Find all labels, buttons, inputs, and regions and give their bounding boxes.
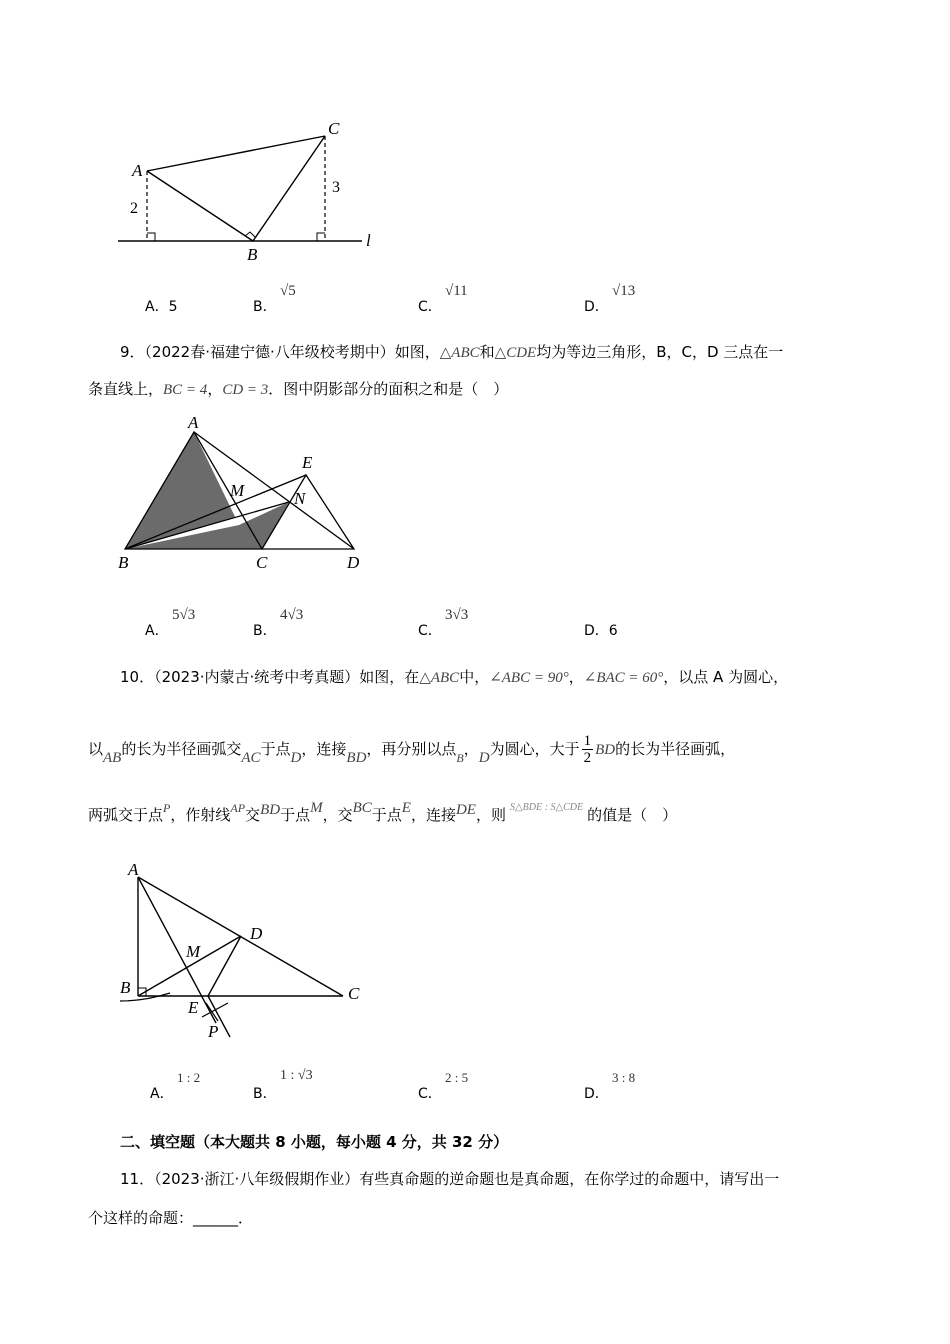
q10-option-d[interactable]	[584, 1083, 609, 1103]
q9-option-b-letter: B．	[253, 623, 277, 639]
q9-option-d[interactable]	[584, 620, 618, 640]
q9-option-d-letter: D．	[584, 623, 609, 639]
q10-l3-h: ，则	[475, 806, 506, 824]
q10-tri: △ABC	[419, 670, 460, 686]
section2-heading: 二、填空题（本大题共 8 小题，每小题 4 分，共 32 分）	[120, 1133, 509, 1151]
q8-option-c-letter: C．	[418, 299, 442, 315]
q9-label-d: D	[347, 553, 360, 572]
q8-option-a-value: 5	[168, 299, 178, 315]
q9-number: 9．	[120, 343, 145, 361]
q9-option-a[interactable]	[145, 620, 169, 640]
q10-line-2	[88, 733, 735, 766]
q10-ang1: ∠ABC = 90°	[489, 670, 569, 686]
q10-l2-d: ，连接	[301, 740, 347, 758]
q10-bd3: BD	[260, 802, 281, 818]
q10-e: E	[401, 800, 411, 816]
q8-label-3: 3	[332, 179, 340, 196]
q9-option-b-value: 4√3	[280, 607, 304, 623]
q8-option-b[interactable]	[253, 296, 277, 316]
q10-option-b-value: 1 : √3	[280, 1068, 313, 1083]
q9-source: （2022春·福建宁德·八年级校考期中）如图，	[144, 343, 440, 361]
q10-de: DE	[455, 802, 476, 818]
q11-text1: （2023·浙江·八年级假期作业）有些真命题的逆命题也是真命题，在你学过的命题中，请写出一	[154, 1170, 780, 1188]
q9-tri2: △CDE	[494, 345, 537, 361]
q11-line-2	[88, 1207, 253, 1229]
q8-segment-ab	[147, 171, 253, 241]
q8-right-angle-a	[147, 233, 155, 241]
q10-l3-e: ，交	[322, 806, 353, 824]
q10-label-c: C	[348, 984, 360, 1003]
q8-option-d[interactable]	[584, 296, 609, 316]
q10-zhong: 中，	[459, 668, 490, 686]
q10-bd1: BD	[346, 750, 367, 766]
q10-l3-d: 于点	[280, 806, 311, 824]
q10-l2-g: 为圆心，大于	[489, 740, 580, 758]
q9-option-d-value: 6	[608, 623, 618, 639]
q10-option-a[interactable]	[150, 1083, 174, 1103]
q8-option-d-letter: D．	[584, 299, 609, 315]
q9-tri1: △ABC	[439, 345, 480, 361]
q10-figure	[110, 855, 380, 1045]
q10-l3-i: 的值是（ ）	[587, 806, 678, 824]
q10-ac: AC	[241, 750, 261, 766]
q8-label-a: A	[132, 161, 143, 180]
q10-half	[582, 733, 594, 766]
q10-half-num: 1	[583, 733, 592, 749]
q11-text2: 个这样的命题：	[88, 1209, 194, 1227]
q8-segment-ac	[147, 136, 325, 171]
q10-m: M	[310, 800, 323, 816]
q10-option-a-letter: A．	[150, 1086, 174, 1102]
q8-right-angle-c	[317, 233, 325, 241]
q9-text1: 均为等边三角形，B，C，D 三点在一	[536, 343, 784, 361]
q10-option-c-letter: C．	[418, 1086, 442, 1102]
q9-figure	[110, 410, 380, 580]
q9-label-c: C	[256, 553, 268, 572]
q10-text1: ，以点 A 为圆心，	[663, 668, 789, 686]
q8-option-a[interactable]	[145, 296, 178, 316]
q10-option-b[interactable]	[253, 1083, 277, 1103]
q10-ang2: ∠BAC = 60°	[583, 670, 664, 686]
q10-label-b: B	[120, 978, 131, 997]
q11-blank[interactable]: ______	[193, 1209, 239, 1227]
q10-l3-b: ，作射线	[170, 806, 231, 824]
q10-line-3	[88, 800, 678, 829]
q8-option-a-letter: A．	[145, 299, 169, 315]
q10-l3-a: 两弧交于点	[88, 806, 164, 824]
q9-label-b: B	[118, 553, 129, 572]
q10-label-d: D	[250, 924, 263, 943]
q10-source: （2023·内蒙古·统考中考真题）如图，在	[154, 668, 420, 686]
q9-option-c-letter: C．	[418, 623, 442, 639]
q10-l2-f: ，	[463, 740, 479, 758]
q8-figure	[110, 110, 390, 270]
q10-l2-a: 以	[88, 740, 104, 758]
q10-l2-h: 的长为半径画弧，	[615, 740, 736, 758]
q11-number: 11．	[120, 1170, 155, 1188]
q8-option-c[interactable]	[418, 296, 442, 316]
q10-option-d-value: 3 : 8	[612, 1070, 636, 1085]
q8-label-2: 2	[130, 200, 138, 217]
q10-l3-c: 交	[245, 806, 261, 824]
q10-ab: AB	[103, 750, 122, 766]
q9-option-a-letter: A．	[145, 623, 169, 639]
q9-option-c-value: 3√3	[445, 607, 469, 623]
q10-l3-f: 于点	[371, 806, 402, 824]
q10-d2: D	[478, 750, 490, 766]
q10-option-c[interactable]	[418, 1083, 442, 1103]
q10-bd2: BD	[595, 742, 616, 758]
q8-option-d-value: √13	[612, 283, 636, 299]
q10-p: P	[163, 801, 171, 815]
q10-bc: BC	[352, 800, 372, 816]
q9-option-c[interactable]	[418, 620, 442, 640]
q8-option-c-value: √11	[445, 283, 468, 299]
q10-half-den: 2	[583, 750, 592, 766]
q9-label-a: A	[188, 413, 199, 432]
q8-label-b: B	[247, 245, 258, 264]
q10-label-p: P	[208, 1022, 219, 1041]
q10-l2-c: 于点	[260, 740, 291, 758]
q10-option-c-value: 2 : 5	[445, 1070, 469, 1085]
q9-label-m: M	[230, 481, 245, 500]
q10-l2-e: ，再分别以点	[366, 740, 457, 758]
q10-label-m: M	[186, 942, 201, 961]
q10-option-d-letter: D．	[584, 1086, 609, 1102]
q9-option-b[interactable]	[253, 620, 277, 640]
q9-cd: CD = 3	[222, 382, 269, 398]
q9-label-e: E	[302, 453, 313, 472]
q10-option-a-value: 1 : 2	[177, 1070, 201, 1085]
q10-l2-b: 的长为半径画弧交	[121, 740, 242, 758]
q10-line-1	[120, 666, 788, 689]
q9-text2: 条直线上，	[88, 380, 164, 398]
q9-label-n: N	[294, 489, 306, 508]
q9-line-1	[120, 341, 783, 364]
q9-line-2	[88, 378, 508, 401]
q9-option-a-value: 5√3	[172, 607, 196, 623]
q11-end: ．	[238, 1209, 254, 1227]
q8-segment-bc	[253, 136, 325, 241]
q9-text3: ．图中阴影部分的面积之和是（ ）	[268, 380, 509, 398]
q8-option-b-letter: B．	[253, 299, 277, 315]
q8-label-l: l	[366, 231, 371, 250]
q10-d1: D	[290, 750, 302, 766]
q10-option-b-letter: B．	[253, 1086, 277, 1102]
q9-bc: BC = 4	[163, 382, 208, 398]
q9-and: 和	[479, 343, 495, 361]
q10-ap: AP	[230, 801, 246, 815]
q10-comma: ，	[568, 668, 584, 686]
q10-ratio: S△BDE : S△CDE	[509, 802, 584, 813]
q8-label-c: C	[328, 119, 340, 138]
q11-line-1	[120, 1168, 779, 1190]
q10-label-e: E	[188, 998, 199, 1017]
q10-number: 10．	[120, 668, 155, 686]
q10-l3-g: ，连接	[410, 806, 456, 824]
q8-option-b-value: √5	[280, 283, 296, 299]
q10-label-a: A	[128, 860, 139, 879]
q10-b: B	[456, 751, 464, 765]
q9-comma: ，	[207, 380, 223, 398]
